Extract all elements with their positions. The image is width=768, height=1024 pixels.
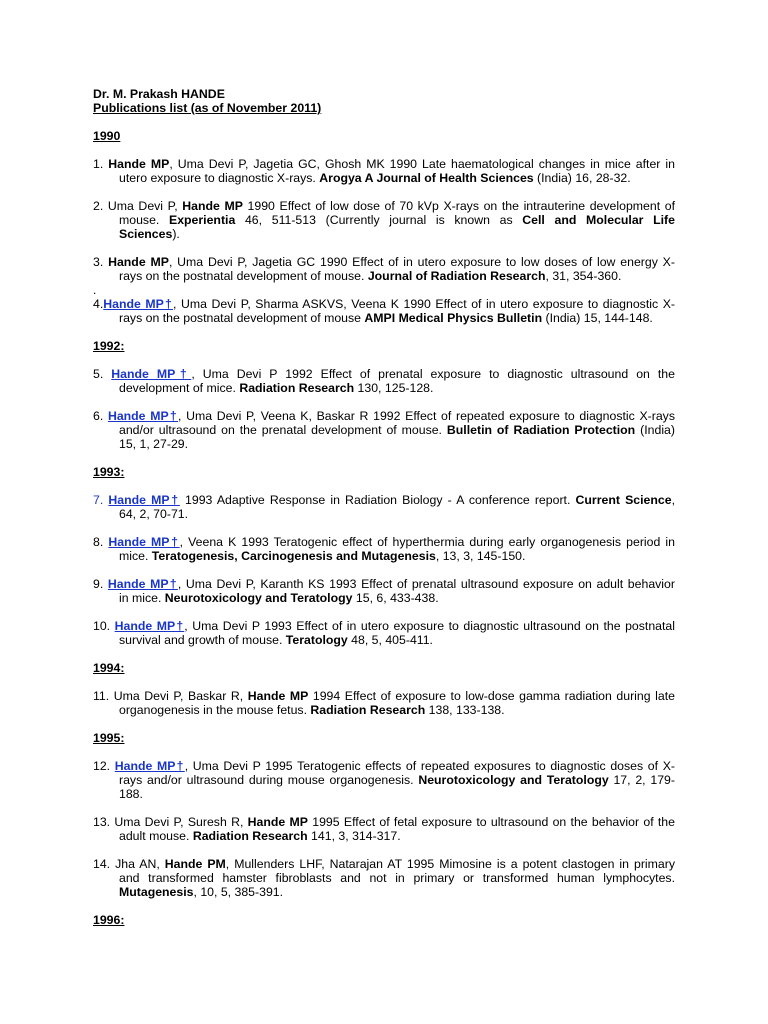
author-link[interactable]: Hande MP† (111, 367, 192, 381)
year-heading-1995: 1995: (93, 731, 125, 745)
year-heading-1993: 1993: (93, 465, 125, 479)
year-heading-1992: 1992: (93, 339, 125, 353)
publication-entry-3: 3. Hande MP, Uma Devi P, Jagetia GC 1990 Effect of in utero exposure to low doses of low energy X- rays on the postnatal development of mouse. Journal of Radiation Research, 31, 354-360. (93, 255, 675, 283)
author-link[interactable]: Hande MP† (114, 759, 185, 773)
publication-entry-5: 5. Hande MP†, Uma Devi P 1992 Effect of prenatal exposure to diagnostic ultrasound on the development of mice. Radiation Research 130, 125-128. (93, 367, 675, 395)
publication-entry-7: 7. Hande MP† 1993 Adaptive Response in Radiation Biology - A conference report. Current Science, 64, 2, 70-71. (93, 493, 675, 521)
author-link[interactable]: Hande MP† (114, 619, 185, 633)
stray-period: . (93, 283, 97, 297)
publication-entry-14: 14. Jha AN, Hande PM, Mullenders LHF, Natarajan AT 1995 Mimosine is a potent clastogen in primary and transformed hamster fibroblasts and not in primary or transformed human lymphocytes. Mutagenesis, 10, 5, 385-391. (93, 857, 675, 899)
publication-entry-12: 12. Hande MP†, Uma Devi P 1995 Teratogenic effects of repeated exposures to diagnostic doses of X- rays and/or ultrasound during mouse organogenesis. Neurotoxicology and Teratology 17, 2, 179- 188. (93, 759, 675, 801)
publication-entry-8: 8. Hande MP†, Veena K 1993 Teratogenic effect of hyperthermia during early organogenesis period in mice. Teratogenesis, Carcinogenesis and Mutagenesis, 13, 3, 145-150. (93, 535, 675, 563)
publication-entry-6: 6. Hande MP†, Uma Devi P, Veena K, Baskar R 1992 Effect of repeated exposure to diagnostic X-rays and/or ultrasound on the prenatal development of mouse. Bulletin of Radiation Protection (India) 15, 1, 27-29. (93, 409, 675, 451)
author-name: Dr. M. Prakash HANDE (93, 87, 225, 101)
page-title: Publications list (as of November 2011) (93, 101, 322, 115)
publication-entry-9: 9. Hande MP†, Uma Devi P, Karanth KS 1993 Effect of prenatal ultrasound exposure on adult behavior in mice. Neurotoxicology and Teratology 15, 6, 433-438. (93, 577, 675, 605)
author-link[interactable]: Hande MP† (108, 493, 180, 507)
publication-entry-11: 11. Uma Devi P, Baskar R, Hande MP 1994 Effect of exposure to low-dose gamma radiation during late organogenesis in the mouse fetus. Radiation Research 138, 133-138. (93, 689, 675, 717)
author-link[interactable]: Hande MP† (103, 297, 174, 311)
author-link[interactable]: Hande MP† (107, 577, 178, 591)
author-link[interactable]: Hande MP† (108, 535, 180, 549)
year-heading-1996: 1996: (93, 913, 125, 927)
year-heading-1994: 1994: (93, 661, 125, 675)
publication-entry-10: 10. Hande MP†, Uma Devi P 1993 Effect of in utero exposure to diagnostic ultrasound on the postnatal survival and growth of mouse. Teratology 48, 5, 405-411. (93, 619, 675, 647)
publication-entry-13: 13. Uma Devi P, Suresh R, Hande MP 1995 Effect of fetal exposure to ultrasound on the behavior of the adult mouse. Radiation Research 141, 3, 314-317. (93, 815, 675, 843)
publication-entry-4: 4.Hande MP†, Uma Devi P, Sharma ASKVS, Veena K 1990 Effect of in utero exposure to diagnostic X- rays on the postnatal development of mouse AMPI Medical Physics Bulletin (India) 15, 144-148. (93, 297, 675, 325)
publication-entry-2: 2. Uma Devi P, Hande MP 1990 Effect of low dose of 70 kVp X-rays on the intrauterine development of mouse. Experientia 46, 511-513 (Currently journal is known as Cell and Molecular Life Sciences). (93, 199, 675, 241)
year-heading-1990: 1990 (93, 129, 121, 143)
author-link[interactable]: Hande MP† (107, 409, 179, 423)
publication-entry-1: 1. Hande MP, Uma Devi P, Jagetia GC, Ghosh MK 1990 Late haematological changes in mice after in utero exposure to diagnostic X-rays. Arogya A Journal of Health Sciences (India) 16, 28-32. (93, 157, 675, 185)
